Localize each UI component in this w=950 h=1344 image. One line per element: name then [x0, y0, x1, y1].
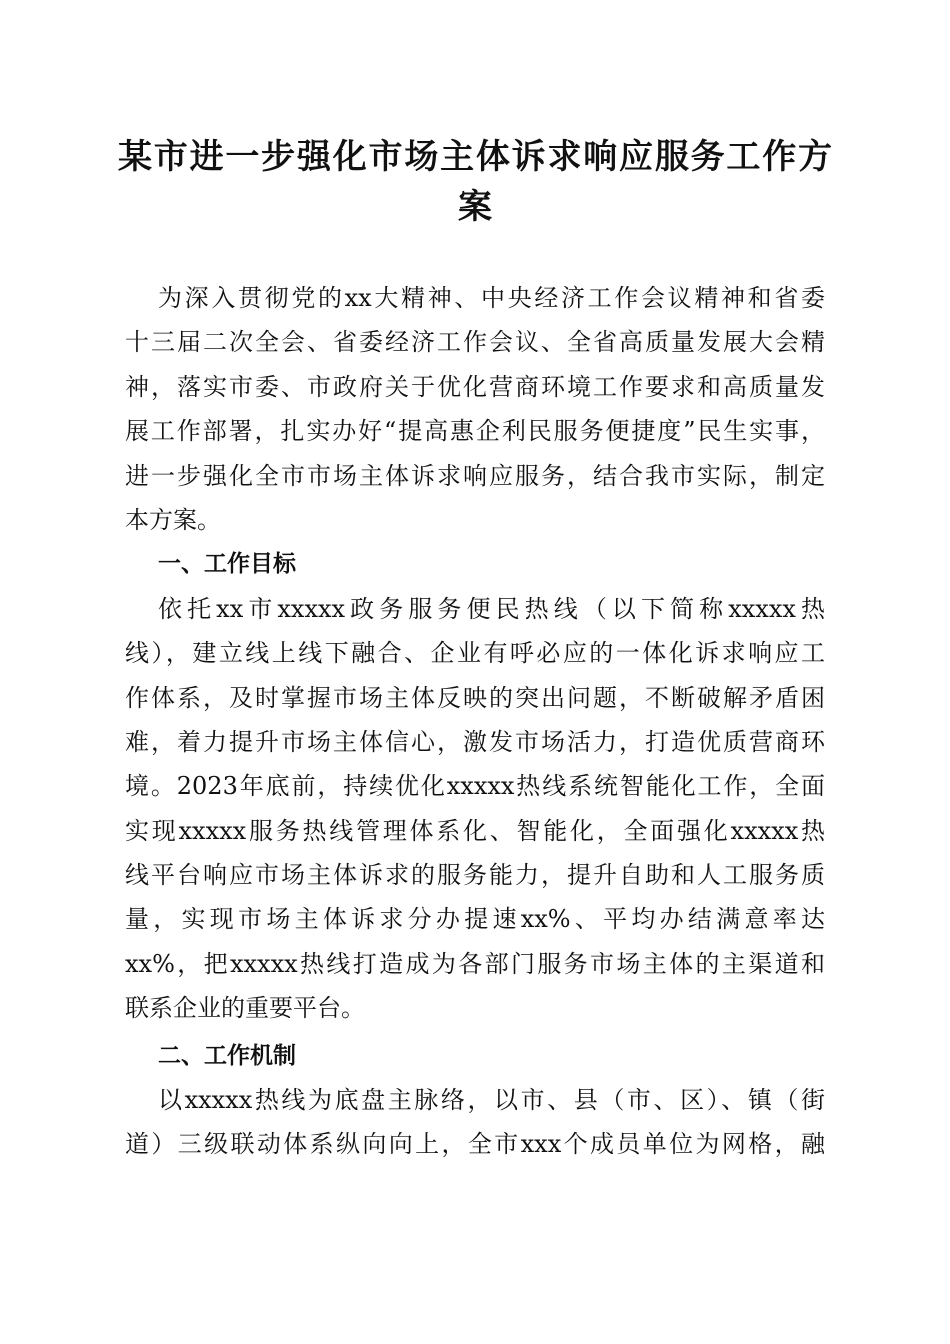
- section-heading-goals: 一、工作目标: [158, 551, 296, 578]
- text-line: 联系企业的重要平台。: [125, 994, 365, 1023]
- text-line: 线），建立线上线下融合、企业有呼必应的一体化诉求响应工: [125, 639, 825, 668]
- title-line-1: 某市进一步强化市场主体诉求响应服务工作方: [118, 137, 832, 177]
- document-title: [118, 132, 832, 232]
- text-line: 神，落实市委、市政府关于优化营商环境工作要求和高质量发: [125, 372, 825, 401]
- text-line: 线平台响应市场主体诉求的服务能力，提升自助和人工服务质: [125, 861, 825, 890]
- intro-paragraph: [125, 276, 825, 542]
- mechanism-paragraph: [125, 1078, 825, 1167]
- text-line: 道）三级联动体系纵向向上，全市xxx个成员单位为网格，融: [125, 1130, 825, 1159]
- text-line: 进一步强化全市市场主体诉求响应服务，结合我市实际，制定: [125, 461, 825, 490]
- text-line: 实现xxxxx服务热线管理体系化、智能化，全面强化xxxxx热: [125, 816, 825, 845]
- section-heading-mechanism: 二、工作机制: [158, 1042, 296, 1069]
- text-line: xx%，把xxxxx热线打造成为各部门服务市场主体的主渠道和: [125, 949, 825, 978]
- goals-paragraph: [125, 587, 825, 1031]
- text-line: 为深入贯彻党的xx大精神、中央经济工作会议精神和省委: [158, 284, 825, 312]
- text-line: 以xxxxx热线为底盘主脉络，以市、县（市、区）、镇（街: [158, 1086, 825, 1115]
- text-line: 境。2023年底前，持续优化xxxxx热线系统智能化工作，全面: [125, 772, 825, 801]
- text-line: 十三届二次全会、省委经济工作会议、全省高质量发展大会精: [125, 328, 825, 357]
- text-line: 量，实现市场主体诉求分办提速xx%、平均办结满意率达: [125, 905, 825, 934]
- document-body: [125, 276, 825, 1167]
- text-line: 难，着力提升市场主体信心，激发市场活力，打造优质营商环: [125, 727, 825, 756]
- text-line: 作体系，及时掌握市场主体反映的突出问题，不断破解矛盾困: [125, 683, 825, 712]
- text-line: 本方案。: [125, 505, 221, 534]
- text-line: 依托xx市xxxxx政务服务便民热线（以下简称xxxxx热: [158, 594, 825, 623]
- text-line: 展工作部署，扎实办好“提高惠企利民服务便捷度”民生实事，: [125, 417, 825, 446]
- title-line-2: 案: [458, 187, 492, 227]
